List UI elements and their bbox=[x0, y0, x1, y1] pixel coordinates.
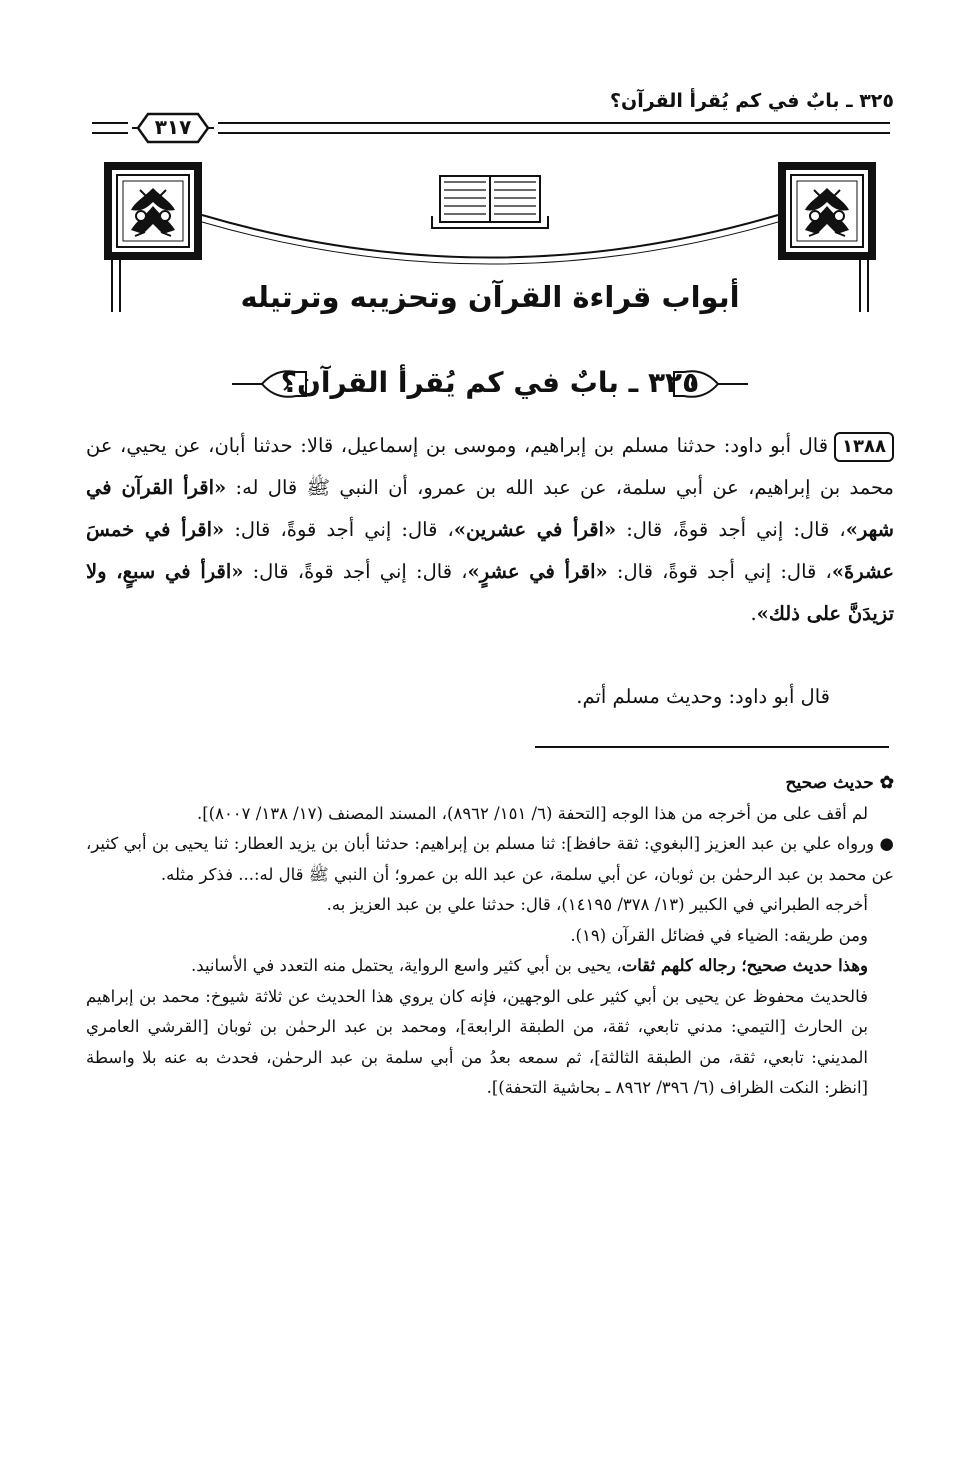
book-section-title: أبواب قراءة القرآن وتحزيبه وترتيله bbox=[240, 280, 740, 314]
hadith-quote-3: «اقرأ في خمسَ عشرةَ» bbox=[86, 518, 895, 583]
hadith-text-part5: ، قال: إني أجد قوةً، قال: bbox=[243, 560, 468, 583]
abu-dawud-note: قال أبو داود: وحديث مسلم أتم. bbox=[576, 685, 830, 708]
footnote-divider bbox=[535, 746, 889, 748]
commentary-paragraph-2 bbox=[86, 829, 894, 890]
hadith-quote-5: «اقرأ في سبعٍ، ولا تزيدَنَّ على ذلك» bbox=[86, 560, 894, 625]
commentary-paragraph-4: ومن طريقه: الضياء في فضائل القرآن (١٩). bbox=[570, 925, 868, 945]
hadith-quote-1: «اقرأ القرآن في شهر» bbox=[86, 476, 894, 541]
header-rule-left bbox=[92, 122, 128, 124]
commentary-paragraph-3: أخرجه الطبراني في الكبير (١٣/ ٣٧٨/ ١٤١٩٥)، قال: حدثنا علي بن عبد العزيز به. bbox=[326, 895, 868, 914]
chapter-heading bbox=[0, 360, 980, 408]
commentary-paragraph-6: فالحديث محفوظ عن يحيى بن أبي كثير على الوجهين، فإنه كان يروي هذا الحديث عن ثلاثة شيوخ: محمد بن إبراهيم بن الحارث [التيمي: مدني تابعي، ثقة، من الطبقة الرابعة]، ومحمد بن عبد الرحمٰن بن ثوبان [القرشي العامري المديني: تابعي، ثقة، من الطبقة الثالثة]، ثم سمعه بعدُ من أبي سلمة بن عبد الرحمٰن، فحدث به عنه بلا واسطة [انظر: النكت الظراف (٦/ ٣٩٦/ ٨٩٦٢ ـ بحاشية التحفة)]. bbox=[86, 986, 868, 1097]
chapter-title: ٣٢٥ ـ بابٌ في كم يُقرأ القرآن؟ bbox=[280, 366, 700, 399]
commentary-paragraph-5-rest: ، يحيى بن أبي كثير واسع الرواية، يحتمل منه التعدد في الأسانيد. bbox=[191, 956, 622, 975]
hadith-text-part4: ، قال: إني أجد قوةً، قال: bbox=[607, 560, 832, 583]
hadith-text-part2: ، قال: إني أجد قوةً، قال: bbox=[616, 518, 846, 541]
right-ornament-panel bbox=[778, 162, 876, 260]
header-rule-left-lower bbox=[92, 132, 128, 134]
commentary-paragraph-5 bbox=[86, 951, 894, 982]
hadith-text-end: . bbox=[750, 602, 757, 625]
header-rule-right-lower bbox=[218, 132, 890, 134]
hadith-text-block bbox=[86, 425, 894, 635]
running-header-title: ٣٢٥ ـ بابٌ في كم يُقرأ القرآن؟ bbox=[610, 90, 894, 112]
header-rule-right bbox=[218, 122, 890, 124]
hadith-text-part3: ، قال: إني أجد قوةً، قال: bbox=[224, 518, 454, 541]
hadith-text-part1: قال أبو داود: حدثنا مسلم بن إبراهيم، وموسى بن إسماعيل، قالا: حدثنا أبان، عن يحيي، عن محمد بن إبراهيم، عن أبي سلمة، عن عبد الله بن عمرو، أن النبي ﷺ قال له: bbox=[86, 434, 894, 499]
grade-label: حديث صحيح bbox=[785, 773, 874, 793]
grade-icon: ✿ bbox=[873, 773, 894, 793]
hadith-paragraph bbox=[86, 425, 894, 635]
commentary-paragraph-5-bold: وهذا حديث صحيح؛ رجاله كلهم ثقات bbox=[621, 956, 868, 975]
page-number: ٣١٧ bbox=[154, 115, 192, 139]
commentary-paragraph-1: لم أقف على من أخرجه من هذا الوجه [التحفة (٦/ ١٥١/ ٨٩٦٢)، المسند المصنف (١٧/ ١٣٨/ ٨٠٠٧)]. bbox=[196, 803, 868, 823]
hadith-quote-2: «اقرأ في عشرين» bbox=[453, 518, 617, 541]
bullet-icon: ● bbox=[874, 834, 894, 853]
hadith-number-badge: ١٣٨٨ bbox=[834, 432, 894, 462]
open-book-icon bbox=[432, 176, 548, 228]
commentary-block bbox=[86, 768, 894, 1104]
hadith-grade bbox=[86, 768, 894, 799]
hadith-quote-4: «اقرأ في عشرٍ» bbox=[467, 560, 608, 583]
left-ornament-panel bbox=[104, 162, 202, 260]
commentary-paragraph-2-text: ورواه علي بن عبد العزيز [البغوي: ثقة حافظ]: ثنا مسلم بن إبراهيم: حدثنا أبان بن يزيد العطار: ثنا يحيى بن أبي كثير، عن محمد بن عبد الرحمٰن بن ثوبان، عن أبي سلمة، عن عبد الله بن عمرو؛ أن النبي ﷺ قال له:... فذكر مثله. bbox=[86, 834, 894, 884]
page-number-badge bbox=[128, 108, 218, 148]
